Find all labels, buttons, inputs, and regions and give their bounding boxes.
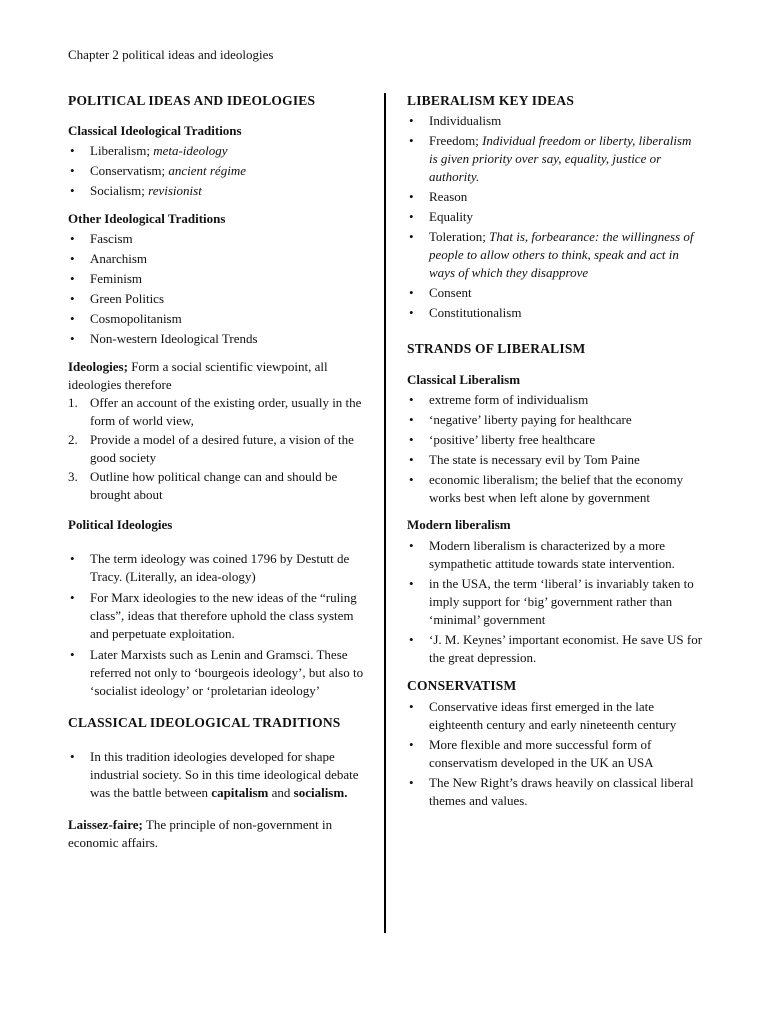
classical-traditions-list [68, 142, 364, 200]
ideologies-def-text: Form a social scientific viewpoint, all ideologies therefore [68, 359, 328, 392]
list-item: • extreme form of individualism [407, 391, 703, 409]
classical-liberalism-list [407, 391, 703, 507]
ideologies-term: Ideologies; [68, 359, 128, 374]
page-header: Chapter 2 political ideas and ideologies [68, 47, 274, 62]
list-item: • ‘positive’ liberty free healthcare [407, 431, 703, 449]
column-divider [384, 93, 386, 933]
political-ideologies-heading: Political Ideologies [68, 517, 173, 532]
list-item: • Reason [407, 188, 703, 206]
section-heading-conservatism: CONSERVATISM [407, 678, 517, 693]
numbered-item: 3. Outline how political change can and should be brought about [68, 469, 338, 502]
list-item: • In this tradition ideologies developed for shape industrial society. So in this time ideological debate was the battle between capitalism and socialism. [68, 748, 364, 802]
modern-liberalism-list [407, 537, 703, 667]
list-item: • Green Politics [68, 290, 364, 308]
laissez-faire-term: Laissez-faire; [68, 817, 143, 832]
list-item: • Non-western Ideological Trends [68, 330, 364, 348]
other-traditions-list [68, 230, 364, 348]
right-column [407, 92, 703, 812]
section-heading-classical-traditions: CLASSICAL IDEOLOGICAL TRADITIONS [68, 715, 341, 730]
classical-traditions-text-list [68, 748, 364, 802]
item-label: Liberalism; [90, 143, 154, 158]
other-traditions-heading: Other Ideological Traditions [68, 211, 226, 226]
bold-term: socialism. [293, 785, 348, 800]
item-note: revisionist [148, 183, 202, 198]
list-item: • Fascism [68, 230, 364, 248]
laissez-faire-definition: Laissez-faire; The principle of non-government in economic affairs. [68, 817, 333, 850]
list-item: • Anarchism [68, 250, 364, 268]
list-item: • Individualism [407, 112, 703, 130]
modern-liberalism-heading: Modern liberalism [407, 517, 511, 532]
list-item: • Equality [407, 208, 703, 226]
list-item: • Modern liberalism is characterized by a more sympathetic attitude towards state intervention. [407, 537, 703, 573]
list-item [68, 182, 364, 200]
list-item: • Constitutionalism [407, 304, 703, 322]
item-note: ancient régime [168, 163, 246, 178]
numbered-item: 1. Offer an account of the existing order, usually in the form of world view, [68, 395, 362, 428]
item-label: Conservatism; [90, 163, 169, 178]
list-item: • ‘negative’ liberty paying for healthcare [407, 411, 703, 429]
classical-liberalism-heading: Classical Liberalism [407, 372, 521, 387]
list-item: • Toleration; That is, forbearance: the willingness of people to allow others to think, speak and act in ways of which they disapprove [407, 228, 703, 282]
list-item: • Consent [407, 284, 703, 302]
list-item: • Later Marxists such as Lenin and Gramsci. These referred not only to ‘bourgeois ideology’, but also to ‘socialist ideology’ or ‘proletarian ideology’ [68, 646, 364, 700]
conservatism-list [407, 698, 703, 810]
left-column [68, 92, 364, 852]
list-item [68, 162, 364, 180]
ideologies-definition [68, 358, 364, 394]
ideologies-points-list [68, 394, 364, 504]
section-heading-strands: STRANDS OF LIBERALISM [407, 341, 586, 356]
list-item: • Feminism [68, 270, 364, 288]
list-item: • The state is necessary evil by Tom Paine [407, 451, 703, 469]
list-item: • The New Right’s draws heavily on classical liberal themes and values. [407, 774, 703, 810]
classical-traditions-heading: Classical Ideological Traditions [68, 123, 242, 138]
section-heading-liberalism-key-ideas: LIBERALISM KEY IDEAS [407, 93, 575, 108]
numbered-item: 2. Provide a model of a desired future, a vision of the good society [68, 432, 354, 465]
list-item: • economic liberalism; the belief that the economy works best when left alone by government [407, 471, 703, 507]
bold-term: capitalism [211, 785, 269, 800]
list-item: • For Marx ideologies to the new ideas of the “ruling class”, ideas that therefore uphold the class system and perpetuate exploitation. [68, 589, 364, 643]
list-item: • The term ideology was coined 1796 by Destutt de Tracy. (Literally, an idea-ology) [68, 550, 364, 586]
key-ideas-list [407, 112, 703, 322]
list-item: • in the USA, the term ‘liberal’ is invariably taken to imply support for ‘big’ government rather than ‘minimal’ government [407, 575, 703, 629]
list-item: • Freedom; Individual freedom or liberty, liberalism is given priority over say, equality, justice or authority. [407, 132, 703, 186]
list-item: • Cosmopolitanism [68, 310, 364, 328]
section-heading-political-ideas: POLITICAL IDEAS AND IDEOLOGIES [68, 93, 316, 108]
item-label: Socialism; [90, 183, 149, 198]
political-ideologies-list [68, 550, 364, 700]
list-item: • Conservative ideas first emerged in the late eighteenth century and early nineteenth century [407, 698, 703, 734]
list-item [68, 142, 364, 160]
item-note: meta-ideology [153, 143, 228, 158]
list-item: • ‘J. M. Keynes’ important economist. He save US for the great depression. [407, 631, 703, 667]
list-item: • More flexible and more successful form of conservatism developed in the UK an USA [407, 736, 703, 772]
